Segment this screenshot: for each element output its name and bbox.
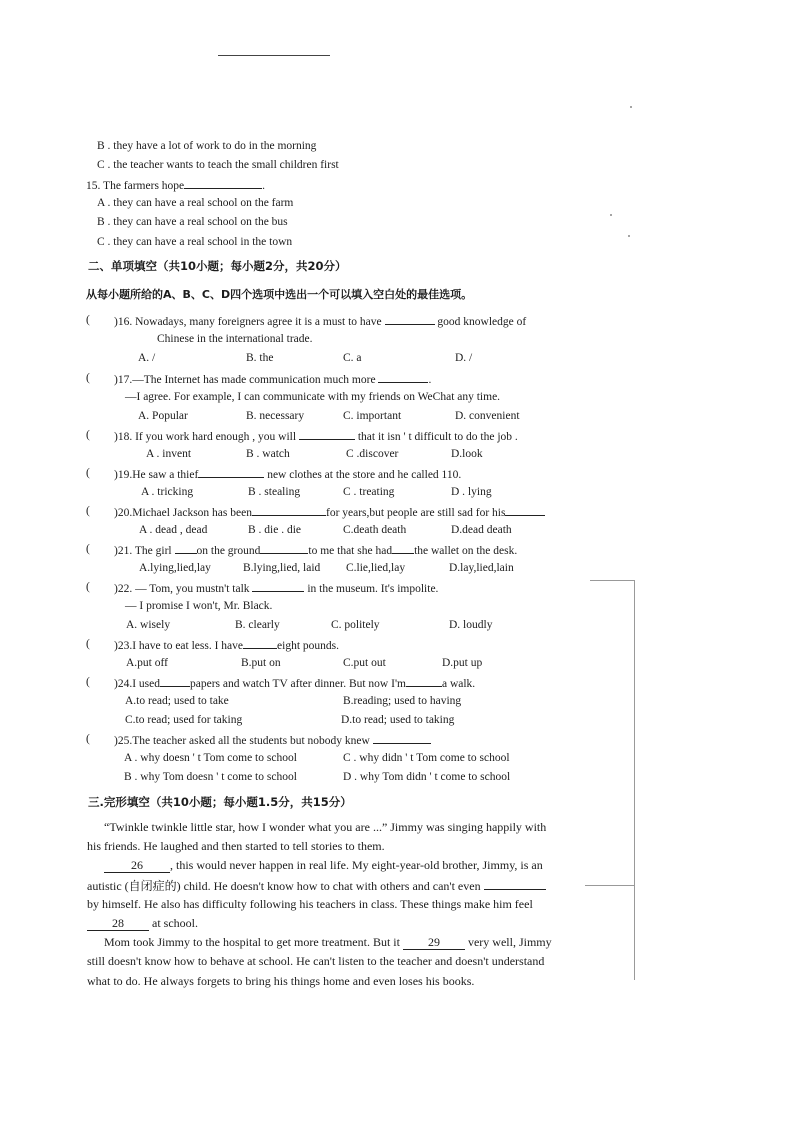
q15-stem: 15. The farmers hope . [86, 177, 265, 193]
blank-28: 28 [87, 916, 149, 931]
q21-stem: )21. The girl on the ground to me that she had the wallet on the desk. [114, 542, 517, 558]
q21-option-a: A.lying,lied,lay [139, 562, 211, 574]
q25-option-a: A . why doesn ' t Tom come to school [124, 752, 297, 764]
blank-29: 29 [403, 935, 465, 950]
q18-paren: ( [86, 429, 90, 441]
q17-option-d: D. convenient [455, 410, 520, 422]
q22-stem-line2: — I promise I won't, Mr. Black. [125, 600, 273, 612]
section2-instruction: 从每小题所给的A、B、C、D四个选项中选出一个可以填入空白处的最佳选项。 [86, 288, 473, 301]
scan-speck [630, 106, 632, 108]
scan-speck [610, 214, 612, 216]
q25-option-b: B . why Tom doesn ' t come to school [124, 771, 297, 783]
passage-line-3: 26 , this would never happen in real life. My eight-year-old brother, Jimmy, is an [104, 858, 543, 873]
section2-heading: 二、单项填空（共10小题；每小题2分，共20分） [88, 259, 347, 273]
passage-line-4: autistic (自闭症的) child. He doesn't know how to chat with others and can't even [87, 878, 546, 893]
q15-option-a: A . they can have a real school on the farm [97, 197, 294, 209]
q25-option-d: D . why Tom didn ' t come to school [343, 771, 511, 783]
passage-line-8: still doesn't know how to behave at school. He can't listen to the teacher and doesn't understand [87, 954, 545, 968]
q19-option-b: B . stealing [248, 486, 301, 498]
q24-option-a: A.to read; used to take [125, 695, 229, 707]
q19-option-d: D . lying [451, 486, 492, 498]
header-rule [218, 55, 330, 56]
q20-paren: ( [86, 505, 90, 517]
q22-option-c: C. politely [331, 619, 380, 631]
q22-option-d: D. loudly [449, 619, 493, 631]
q24-option-d: D.to read; used to taking [341, 714, 455, 726]
q25-paren: ( [86, 733, 90, 745]
q20-option-c: C.death death [343, 524, 407, 536]
q17-option-a: A. Popular [138, 410, 188, 422]
q22-option-a: A. wisely [126, 619, 171, 631]
q25-option-c: C . why didn ' t Tom come to school [343, 752, 510, 764]
q18-stem: )18. If you work hard enough , you will that it isn ' t difficult to do the job . [114, 428, 518, 444]
q20-stem: )20.Michael Jackson has been for years,but people are still sad for his [114, 504, 545, 520]
q17-stem-line2: —I agree. For example, I can communicate with my friends on WeChat any time. [125, 391, 501, 403]
q14-option-c: C . the teacher wants to teach the small children first [97, 159, 339, 171]
q19-option-a: A . tricking [141, 486, 194, 498]
passage-line-1: “Twinkle twinkle little star, how I wonder what you are ...” Jimmy was singing happily with [104, 820, 547, 834]
q22-stem: )22. — Tom, you mustn't talk in the museum. It's impolite. [114, 580, 438, 596]
q21-option-d: D.lay,lied,lain [449, 562, 514, 574]
q17-option-b: B. necessary [246, 410, 305, 422]
q15-option-b: B . they can have a real school on the bus [97, 216, 288, 228]
q19-stem: )19.He saw a thief new clothes at the store and he called 110. [114, 466, 461, 482]
q22-paren: ( [86, 581, 90, 593]
passage-line-5: by himself. He also has difficulty following his teachers in class. These things make him feel [87, 897, 533, 911]
q22-option-b: B. clearly [235, 619, 280, 631]
q17-stem: )17.—The Internet has made communication much more . [114, 371, 431, 387]
q17-paren: ( [86, 372, 90, 384]
q23-option-c: C.put out [343, 657, 386, 669]
q20-option-b: B . die . die [248, 524, 302, 536]
q23-option-a: A.put off [126, 657, 168, 669]
q24-paren: ( [86, 676, 90, 688]
q23-stem: )23.I have to eat less. I have eight pounds. [114, 637, 339, 653]
passage-line-7: Mom took Jimmy to the hospital to get more treatment. But it 29 very well, Jimmy [104, 935, 552, 949]
q14-option-b: B . they have a lot of work to do in the morning [97, 140, 317, 152]
q16-stem: )16. Nowadays, many foreigners agree it is a must to have good knowledge of [114, 313, 526, 329]
q23-paren: ( [86, 638, 90, 650]
q16-stem-line2: Chinese in the international trade. [157, 333, 313, 345]
passage-line-6: 28 at school. [87, 916, 198, 931]
section3-heading: 三.完形填空（共10小题；每小题1.5分，共15分） [88, 795, 352, 809]
passage-line-2: his friends. He laughed and then started to tell stories to them. [87, 839, 385, 853]
q16-option-b: B. the [246, 352, 274, 364]
q16-option-a: A. / [138, 352, 156, 364]
q18-option-b: B . watch [246, 448, 290, 460]
q21-option-c: C.lie,lied,lay [346, 562, 406, 574]
passage-line-9: what to do. He always forgets to bring his things home and even loses his books. [87, 974, 475, 988]
q17-option-c: C. important [343, 410, 402, 422]
q18-option-a: A . invent [146, 448, 192, 460]
q25-stem: )25.The teacher asked all the students but nobody knew [114, 732, 431, 748]
scan-speck [628, 235, 630, 237]
q23-option-b: B.put on [241, 657, 281, 669]
scan-rule [590, 580, 635, 581]
q16-paren: ( [86, 314, 90, 326]
q18-option-c: C .discover [346, 448, 399, 460]
q21-paren: ( [86, 543, 90, 555]
blank-26: 26 [104, 858, 170, 873]
q19-option-c: C . treating [343, 486, 395, 498]
scan-rule [634, 580, 635, 980]
q24-stem: )24.I used papers and watch TV after dinner. But now I'm a walk. [114, 675, 475, 691]
q20-option-d: D.dead death [451, 524, 512, 536]
q24-option-c: C.to read; used for taking [125, 714, 243, 726]
q20-option-a: A . dead , dead [139, 524, 208, 536]
q24-option-b: B.reading; used to having [343, 695, 462, 707]
q21-option-b: B.lying,lied, laid [243, 562, 321, 574]
q19-paren: ( [86, 467, 90, 479]
q15-option-c: C . they can have a real school in the town [97, 236, 293, 248]
q16-option-d: D. / [455, 352, 473, 364]
q23-option-d: D.put up [442, 657, 483, 669]
q16-option-c: C. a [343, 352, 362, 364]
scan-rule [585, 885, 635, 886]
q18-option-d: D.look [451, 448, 483, 460]
